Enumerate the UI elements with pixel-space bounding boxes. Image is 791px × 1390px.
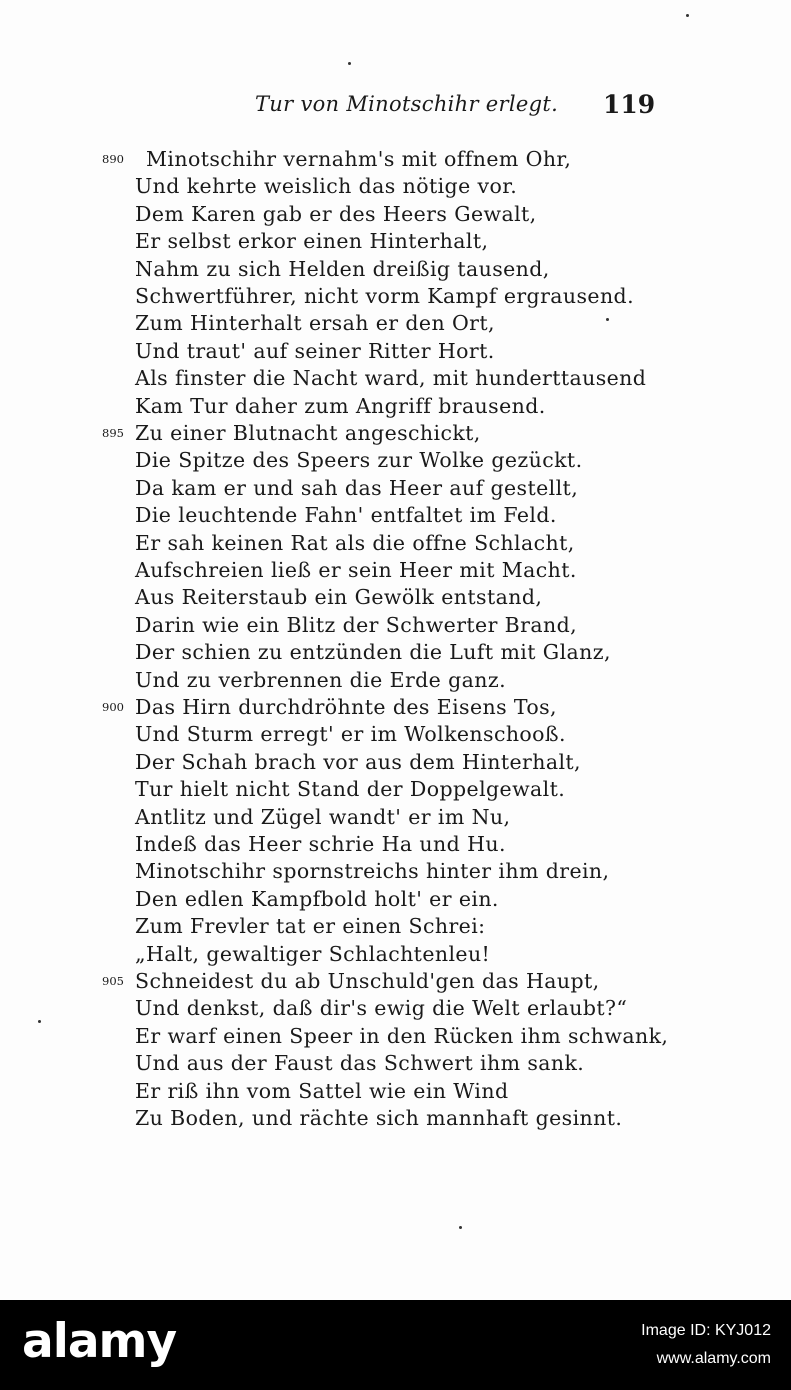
alamy-logo: alamy: [22, 1314, 177, 1369]
running-title: Tur von Minotschihr erlegt.: [255, 92, 559, 116]
image-id-label: Image ID: KYJ012: [641, 1322, 771, 1339]
verse-line: Darin wie ein Blitz der Schwerter Brand,: [135, 613, 578, 637]
verse-line: Die leuchtende Fahn' entfaltet im Feld.: [135, 503, 557, 527]
speck-mark: [459, 1226, 462, 1229]
page-number: 119: [603, 90, 656, 119]
verse-line: Zu einer Blutnacht angeschickt,: [135, 421, 481, 445]
verse-line: Der schien zu entzünden die Luft mit Glanz,: [135, 640, 611, 664]
verse-number: 900: [102, 700, 124, 714]
verse-line: Aus Reiterstaub ein Gewölk entstand,: [135, 585, 543, 609]
verse-line: Und kehrte weislich das nötige vor.: [135, 174, 518, 198]
verse-line: Schneidest du ab Unschuld'gen das Haupt,: [135, 969, 600, 993]
verse-line: Kam Tur daher zum Angriff brausend.: [135, 394, 546, 418]
verse-line: Antlitz und Zügel wandt' er im Nu,: [135, 805, 511, 829]
verse-line: Zu Boden, und rächte sich mannhaft gesinnt.: [135, 1106, 623, 1130]
verse-line: Da kam er und sah das Heer auf gestellt,: [135, 476, 579, 500]
verse-line: Und traut' auf seiner Ritter Hort.: [135, 339, 495, 363]
verse-line: Minotschihr spornstreichs hinter ihm drein,: [135, 859, 610, 883]
verse-number: 905: [102, 974, 124, 988]
verse-line: Und Sturm erregt' er im Wolkenschooß.: [135, 722, 566, 746]
verse-line: „Halt, gewaltiger Schlachtenleu!: [135, 942, 491, 966]
verse-line: Zum Frevler tat er einen Schrei:: [135, 914, 486, 938]
verse-line: Zum Hinterhalt ersah er den Ort,: [135, 311, 495, 335]
speck-mark: [38, 1020, 41, 1023]
verse-line: Dem Karen gab er des Heers Gewalt,: [135, 202, 537, 226]
speck-mark: [686, 14, 689, 17]
verse-number: 890: [102, 152, 124, 166]
verse-line: Und aus der Faust das Schwert ihm sank.: [135, 1051, 585, 1075]
watermark-banner: [0, 1300, 791, 1390]
verse-line: Und denkst, daß dir's ewig die Welt erlaubt?“: [135, 996, 628, 1020]
verse-number: 895: [102, 426, 124, 440]
verse-line: Schwertführer, nicht vorm Kampf ergrausend.: [135, 284, 634, 308]
verse-line: Er sah keinen Rat als die offne Schlacht,: [135, 531, 575, 555]
verse-line: Nahm zu sich Helden dreißig tausend,: [135, 257, 550, 281]
verse-line: Er warf einen Speer in den Rücken ihm schwank,: [135, 1024, 669, 1048]
verse-line: Minotschihr vernahm's mit offnem Ohr,: [146, 147, 572, 171]
verse-line: Tur hielt nicht Stand der Doppelgewalt.: [135, 777, 566, 801]
verse-line: Der Schah brach vor aus dem Hinterhalt,: [135, 750, 581, 774]
site-url-label: www.alamy.com: [656, 1350, 771, 1367]
verse-line: Das Hirn durchdröhnte des Eisens Tos,: [135, 695, 557, 719]
verse-line: Und zu verbrennen die Erde ganz.: [135, 668, 506, 692]
verse-line: Die Spitze des Speers zur Wolke gezückt.: [135, 448, 583, 472]
verse-line: Er riß ihn vom Sattel wie ein Wind: [135, 1079, 509, 1103]
verse-line: Den edlen Kampfbold holt' er ein.: [135, 887, 499, 911]
verse-line: Aufschreien ließ er sein Heer mit Macht.: [135, 558, 577, 582]
verse-line: Er selbst erkor einen Hinterhalt,: [135, 229, 489, 253]
verse-line: Als finster die Nacht ward, mit hunderttausend: [135, 366, 647, 390]
speck-mark: [348, 62, 351, 65]
speck-mark: [606, 318, 609, 321]
verse-line: Indeß das Heer schrie Ha und Hu.: [135, 832, 506, 856]
